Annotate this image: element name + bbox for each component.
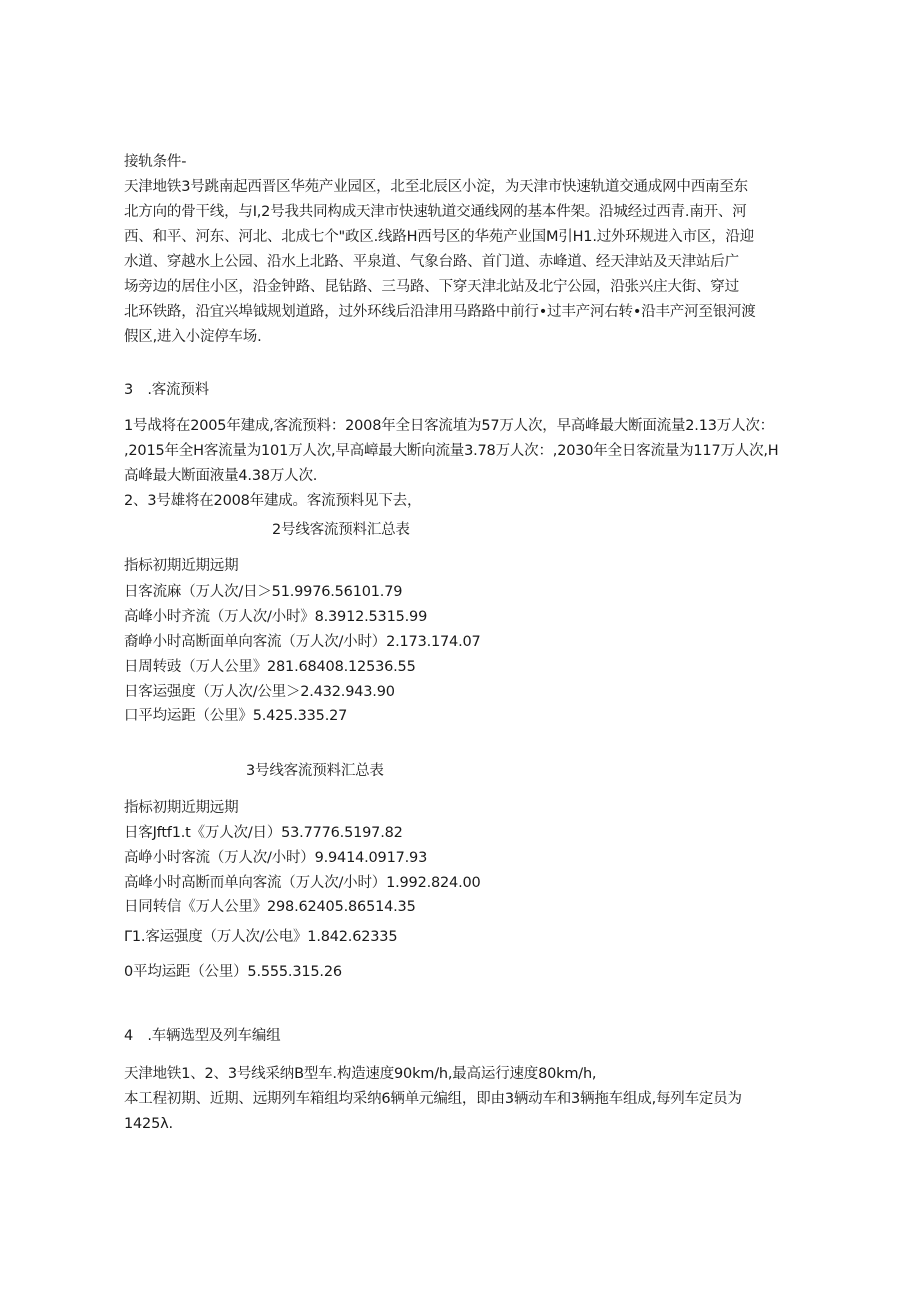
table-row: 高峰小时齐流（万人次/小时》8.3912.5315.99 bbox=[124, 609, 428, 625]
table-row: 日客流麻（万人次/日＞51.9976.56101.79 bbox=[124, 584, 403, 600]
table-row: 指标初期近期远期 bbox=[124, 558, 239, 574]
table-row: 高峰小时高断而单向客流（万人次/小时）1.992.824.00 bbox=[124, 875, 481, 891]
paragraph-line: ,2015年全H客流量为101万人次,早高嶂最大断向流量3.78万人次：,2030年全日客流量为117万人次,H bbox=[124, 443, 779, 459]
paragraph-line: 场旁边的居住小区，沿金钟路、昆钻路、三马路、下穿天津北站及北宁公园，沿张兴庄大街、穿过 bbox=[124, 279, 739, 295]
paragraph-line: 北环铁路，沿宜兴埠钺规划道路，过外环线后沿津用马路路中前行•过丰产河右转•沿丰产河至银河渡 bbox=[124, 304, 756, 320]
table-row: 0平均运距（公里）5.555.315.26 bbox=[124, 964, 342, 980]
table-row: 日同转信《万人公里》298.62405.86514.35 bbox=[124, 899, 416, 915]
section-heading-forecast: 3 .客流预料 bbox=[124, 382, 209, 398]
table-title-line3: 3号线客流预料汇总表 bbox=[246, 763, 384, 779]
table-row: Γ1.客运强度（万人次/公电》1.842.62335 bbox=[124, 929, 398, 945]
paragraph-line: 2、3号雄将在2008年建成。客流预料见下去， bbox=[124, 493, 422, 509]
paragraph-line: 天津地铁1、2、3号线采纳B型车.构造速度90km∕h,最高运行速度80km/h, bbox=[124, 1066, 597, 1082]
table-row: 口平均运距（公里》5.425.335.27 bbox=[124, 708, 348, 724]
paragraph-line: 西、和平、河东、河北、北成七个"政区.线路H西号区的华苑产业国M引H1.过外环规进入市区，沿迎 bbox=[124, 229, 755, 245]
table-row: 裔峥小时高断面单向客流（万人次/小时）2.173.174.07 bbox=[124, 634, 481, 650]
table-row: 日客运强度（万人次/公里＞2.432.943.90 bbox=[124, 684, 395, 700]
section-heading-interface: 接轨条件- bbox=[124, 154, 187, 170]
table-title-line2: 2号线客流预料汇总表 bbox=[272, 522, 410, 538]
paragraph-line: 1425λ. bbox=[124, 1116, 173, 1132]
paragraph-line: 本工程初期、近期、远期列车箱组均采纳6辆单元编组，即由3辆动车和3辆拖车组成,每列车定员为 bbox=[124, 1091, 742, 1107]
paragraph-line: 1号战将在2005年建成,客流预料：2008年全日客流埴为57万人次，早高峰最大断面流量2.13万人次： bbox=[124, 418, 774, 434]
paragraph-line: 假区,进入小淀停车场. bbox=[124, 329, 262, 345]
paragraph-line: 水道、穿越水上公园、沿水上北路、平泉道、气象台路、首门道、赤峰道、经天津站及天津站后广 bbox=[124, 254, 739, 270]
table-row: 日客Jftf1.t《万人次/日）53.7776.5197.82 bbox=[124, 825, 403, 841]
paragraph-line: 北方向的骨干线，与I,2号我共同构成天津市快速轨道交通线网的基本件架。沿城经过西青.南开、河 bbox=[124, 204, 747, 220]
section-heading-vehicle: 4 .车辆选型及列车编组 bbox=[124, 1028, 281, 1044]
table-row: 指标初期近期远期 bbox=[124, 800, 239, 816]
table-row: 高峥小时客流（万人次/小时）9.9414.0917.93 bbox=[124, 850, 428, 866]
paragraph-line: 天津地铁3号跳南起西晋区华苑产业园区，北至北辰区小淀，为天津市快速轨道交通成网中西南至东 bbox=[124, 179, 748, 195]
paragraph-line: 高峰最大断面液量4.38万人次. bbox=[124, 468, 318, 484]
table-row: 日周转豉（万人公里》281.68408.12536.55 bbox=[124, 659, 416, 675]
